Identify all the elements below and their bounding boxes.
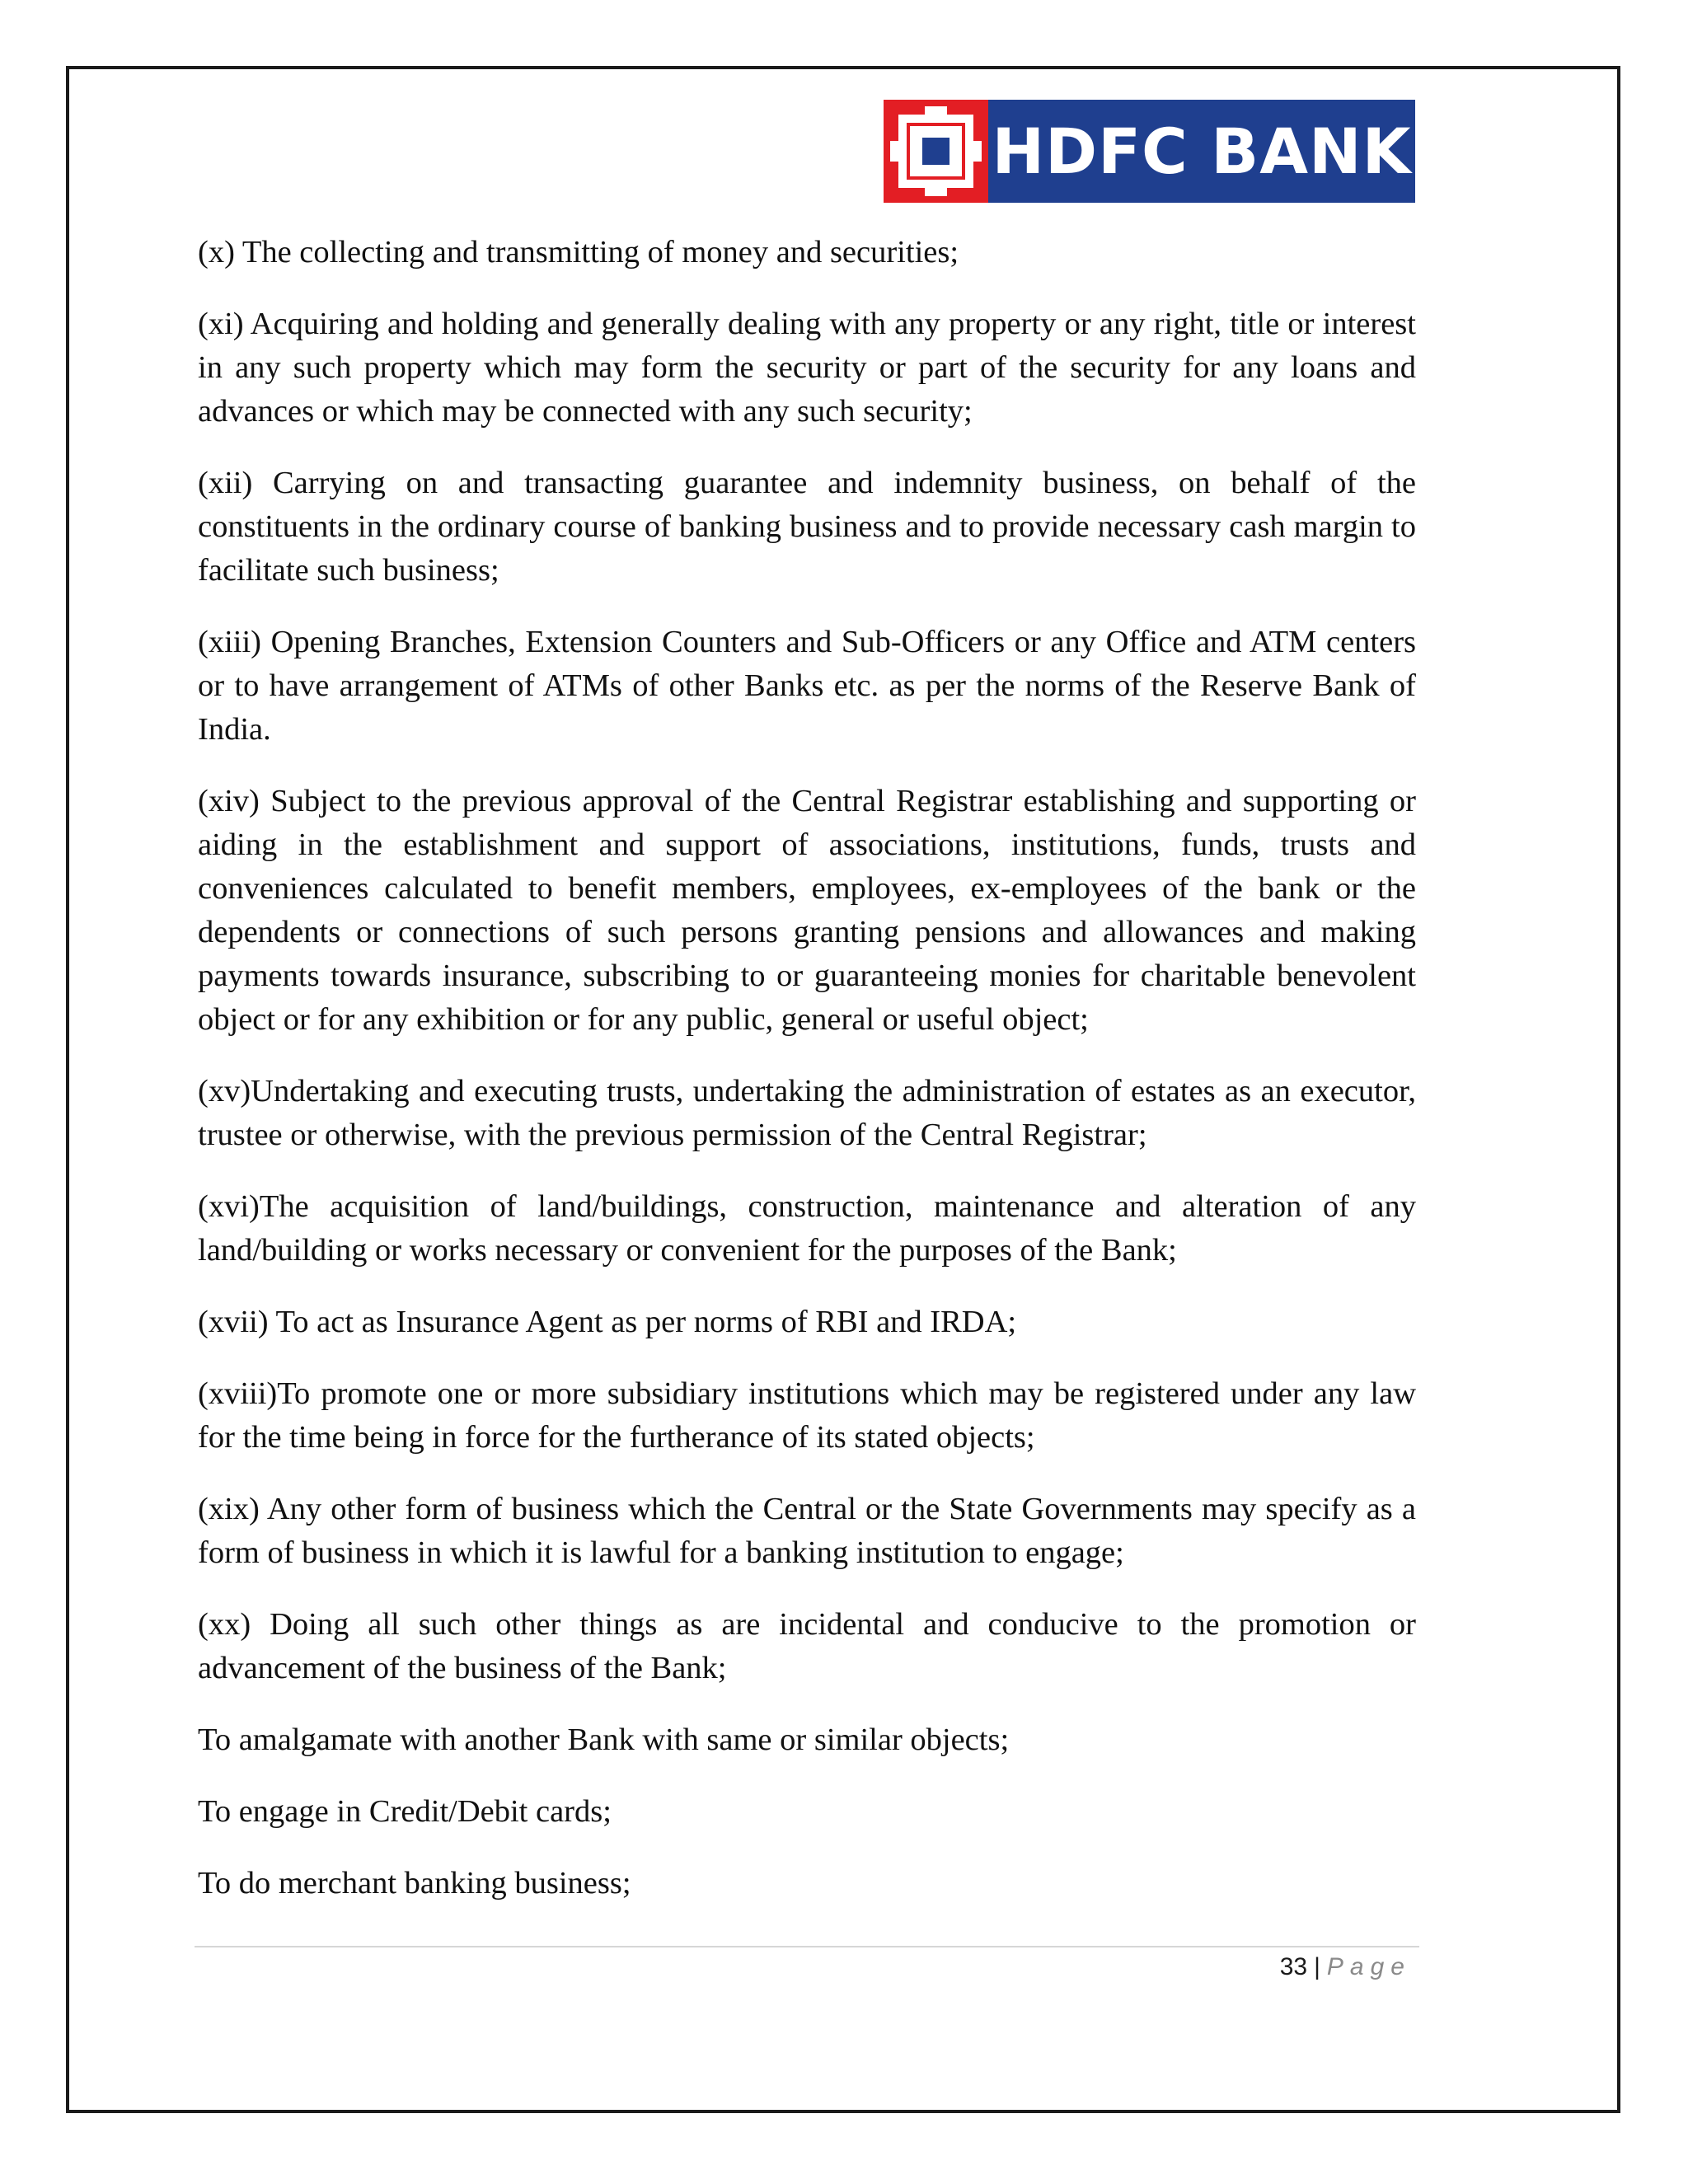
hdfc-logo-mark-icon bbox=[884, 100, 988, 203]
clause-xvii: (xvii) To act as Insurance Agent as per norms of RBI and IRDA; bbox=[198, 1305, 1017, 1339]
page-number: 33 bbox=[1279, 1953, 1308, 1980]
clause-xvi: (xvi)The acquisition of land/buildings, construction, maintenance and alteration of any land/building or works necessary or convenient for the purposes of the Bank; bbox=[198, 1189, 1416, 1268]
clause-xx: (xx) Doing all such other things as are incidental and conducive to the promotion or advancement of the business of the Bank; bbox=[198, 1607, 1416, 1685]
clause-xi: (xi) Acquiring and holding and generally dealing with any property or any right, title or interest in any such property which may form the security or part of the security for any loans and advances or which may be connected with any such security; bbox=[198, 307, 1416, 429]
clause-xviii: (xviii)To promote one or more subsidiary institutions which may be registered under any law for the time being in force for the furtherance of its stated objects; bbox=[198, 1376, 1416, 1455]
document-body bbox=[198, 231, 1416, 1933]
footer-divider bbox=[195, 1946, 1419, 1947]
page-separator: | bbox=[1314, 1953, 1320, 1980]
clause-merchant-banking: To do merchant banking business; bbox=[198, 1866, 631, 1900]
clause-xii: (xii) Carrying on and transacting guarantee and indemnity business, on behalf of the constituents in the ordinary course of banking business and to provide necessary cash margin to facilitate such business; bbox=[198, 466, 1416, 588]
clause-amalgamate: To amalgamate with another Bank with same or similar objects; bbox=[198, 1722, 1010, 1757]
clause-xiii: (xiii) Opening Branches, Extension Counters and Sub-Officers or any Office and ATM centers or to have arrangement of ATMs of other Banks etc. as per the norms of the Reserve Bank of India. bbox=[198, 625, 1416, 747]
clause-xiv: (xiv) Subject to the previous approval of the Central Registrar establishing and supporting or aiding in the establishment and support of associations, institutions, funds, trusts and conveniences calculated to benefit members, employees, ex-employees of the bank or the dependents or connections of such persons granting pensions and allowances and making payments towards insurance, subscribing to or guaranteeing monies for charitable benevolent object or for any exhibition or for any public, general or useful object; bbox=[198, 784, 1416, 1037]
clause-cards: To engage in Credit/Debit cards; bbox=[198, 1794, 612, 1829]
hdfc-bank-logo bbox=[884, 100, 1415, 203]
clause-xix: (xix) Any other form of business which the Central or the State Governments may specify as a form of business in which it is lawful for a banking institution to engage; bbox=[198, 1492, 1416, 1570]
page-footer bbox=[1154, 1949, 1411, 1985]
page-label: Page bbox=[1326, 1953, 1411, 1980]
clause-xv: (xv)Undertaking and executing trusts, undertaking the administration of estates as an executor, trustee or otherwise, with the previous permission of the Central Registrar; bbox=[198, 1074, 1416, 1152]
logo-wordmark: HDFC BANK bbox=[988, 100, 1415, 203]
clause-x: (x) The collecting and transmitting of money and securities; bbox=[198, 235, 959, 269]
